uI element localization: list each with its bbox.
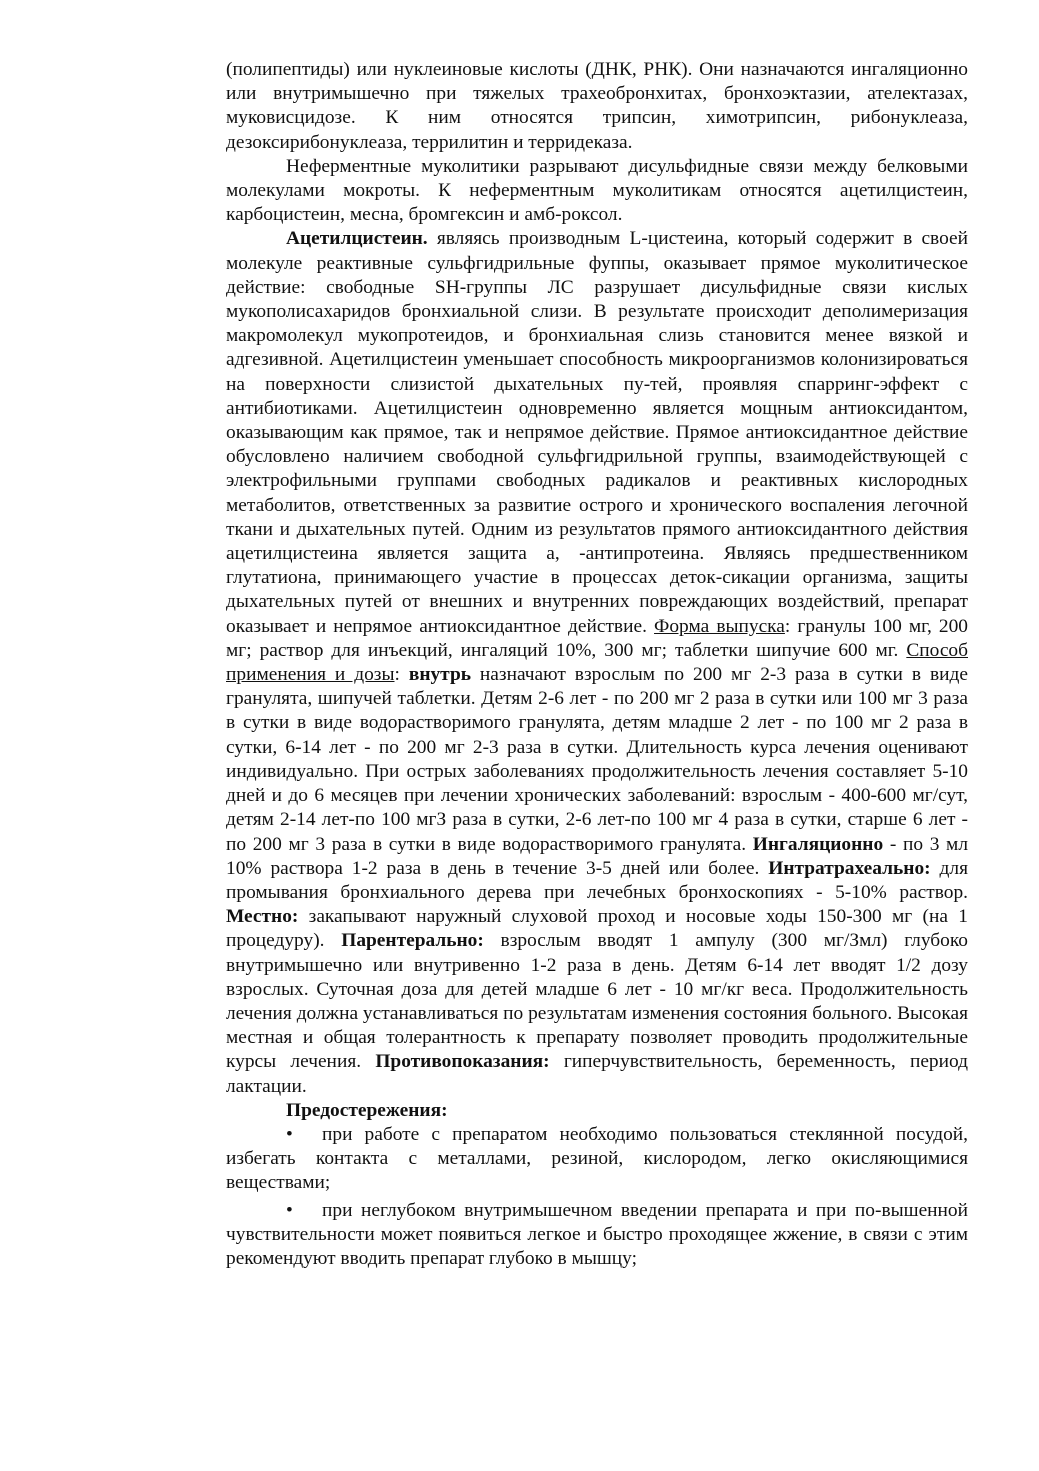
text-segment: взрослым вводят 1 ампулу (300 мг/Змл) глубоко внутримышечно или внутривенно 1-2 раза в день. Детям 6-14 лет вводят 1/2 дозу взрослых. Суточная доза для детей младше 6 лет - 10 мг/кг веса. Продолжительность лечения должна устанавливаться по результатам изменения состояния больного. Высокая местная и общая толерантность к препарату позволяет проводить продолжительные курсы лечения.	[226, 930, 968, 1073]
bullet-icon: •	[286, 1123, 293, 1145]
text-segment: : гранулы 100 мг, 200 мг; раствор для инъекций, ингаляций 10%, 300 мг; таблетки шипучие 600 мг.	[226, 615, 968, 661]
warnings-heading	[226, 1099, 968, 1123]
term-inhalation: Ингаляционно	[752, 833, 884, 855]
term-intratracheal: Интратрахеально:	[768, 857, 931, 879]
text-segment: закапывают наружный слуховой проход и носовые ходы 150-300 мг (на 1 процедуру).	[226, 906, 968, 952]
paragraph-enzymes: (полипептиды) или нуклеиновые кислоты (ДНК, РНК). Они назначаются ингаляционно или внутримышечно при тяжелых трахеобронхитах, бронхоэктазии, ателектазах, муковисцидозе. К ним относятся трипсин, химотрипсин, рибонуклеаза, дезоксирибонуклеаза, террилитин и терридеказа.	[226, 59, 968, 153]
text-segment: гиперчувствительность, беременность, период лактации.	[226, 1051, 969, 1097]
text-segment: для промывания бронхиального дерева при лечебных бронхоскопиях - 5-10% раствор.	[226, 857, 969, 903]
bullet-icon: •	[286, 1199, 293, 1221]
text-segment: назначают взрослым по 200 мг 2-3 раза в сутки в виде гранулята, шипучей таблетки. Детям 2-6 лет - по 200 мг 2 раза в сутки или 100 мг 3 раза в сутки в виде водорастворимого гранулята, детям младше 2 лет - по 100 мг 2 раза в сутки, 6-14 лет - по 200 мг 2-3 раза в сутки. Длительность курса лечения оценивают индивидуально. При острых заболеваниях продолжительность лечения составляет 5-10 дней и до 6 месяцев при лечении хронических заболеваний: взрослым - 400-600 мг/сут, детям 2-14 лет-по 100 мгЗ раза в сутки, 2-6 лет-по 100 мг 4 раза в сутки, старше 6 лет - по 200 мг 3 раза в сутки в виде водорастворимого гранулята.	[226, 664, 968, 855]
text-segment: являясь производным L-цистеина, который содержит в своей молекуле реактивные сульфгидрильные фуппы, оказывает прямое муколитическое действие: свободные SH-группы ЛС разрушает дисульфидные связи кислых мукополисахаридов бронхиальной слизи. В результате происходит деполимеризация макромолекул мукопротеидов, и бронхиальная слизь становится менее вязкой и адгезивной. Ацетилцистеин уменьшает способность микроорганизмов колонизироваться на поверхности слизистой дыхательных пу-тей, проявляя спарринг-эффект с антибиотиками. Ацетилцистеин одновременно является мощным антиоксидантом, оказывающим как прямое, так и непрямое действие. Прямое антиоксидантное действие обусловлено наличием свободной сульфгидрильной группы, взаимодействующей с электрофильными группами свободных радикалов и реактивных кислородных метаболитов, ответственных за развитие острого и хронического воспаления легочной ткани и дыхательных путей. Одним из результатов прямого антиоксидантного действия ацетилцистеина является защита а, -антипротеина. Являясь предшественником глутатиона, принимающего участие в процессах деток-сикации организма, защиты дыхательных путей от внешних и внутренних повреждающих воздействий, препарат оказывает и непрямое антиоксидантное действие.	[226, 228, 968, 637]
term-parenteral: Парентерально:	[341, 930, 484, 952]
list-item-text: при работе с препаратом необходимо пользоваться стеклянной посудой, избегать контакта с металлами, резиной, кислородом, легко окисляющимися веществами;	[226, 1123, 968, 1194]
paragraph-nonenzymatic: Неферментные муколитики разрывают дисульфидные связи между белковыми молекулами мокроты. К неферментным муколитикам относятся ацетилцистеин, карбоцистеин, месна, бромгексин и амб-роксол.	[226, 155, 968, 226]
list-item	[226, 1123, 968, 1196]
label-dosage: Способ применения и дозы	[226, 639, 968, 686]
label-release-form: Форма выпуска	[654, 615, 785, 637]
term-local: Местно:	[226, 906, 299, 928]
list-item	[226, 1199, 968, 1272]
term-oral: внутрь	[408, 664, 471, 686]
term-contraindications: Противопоказания:	[375, 1051, 550, 1073]
document-page	[226, 58, 968, 1271]
text-segment: :	[394, 664, 409, 686]
paragraph-acetylcysteine	[226, 227, 968, 1098]
text-segment: - по 3 мл 10% раствора 1-2 раза в день в течение 3-5 дней или более.	[226, 833, 968, 879]
term-acetylcysteine: Ацетилцистеин.	[286, 228, 428, 250]
list-item-text: при неглубоком внутримышечном введении препарата и при по-вышенной чувствительности может появиться легкое и быстро проходящее жжение, в связи с этим рекомендуют вводить препарат глубоко в мышцу;	[226, 1199, 968, 1269]
warnings-title: Предостережения:	[286, 1099, 448, 1121]
